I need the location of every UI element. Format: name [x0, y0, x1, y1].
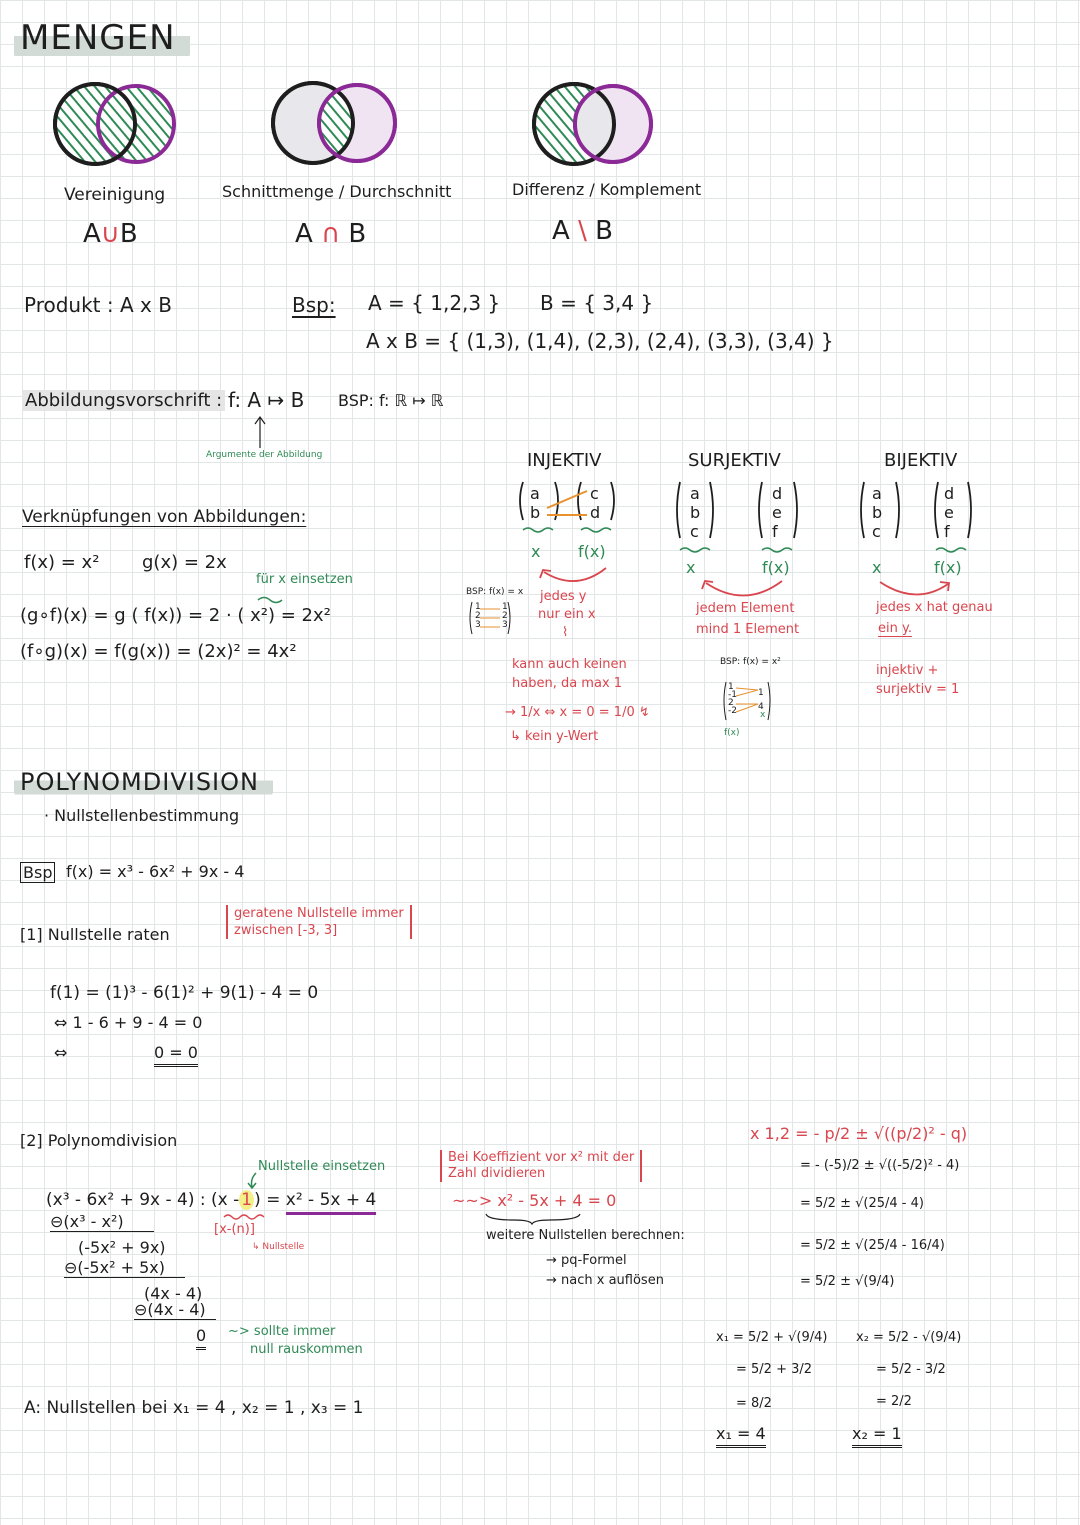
div-row5: ⊖(4x - 4) [134, 1300, 216, 1320]
substitution-hint: für x einsetzen [256, 572, 353, 587]
brace-under-eq [484, 1212, 584, 1226]
xn-note: ↳ Nullstelle [252, 1242, 305, 1252]
option-pq: → pq-Formel [546, 1253, 627, 1268]
calc-line3: 0 = 0 [154, 1043, 198, 1067]
composition-gof: (g∘f)(x) = g ( f(x)) = 2 · ( x²) = 2x² [20, 605, 331, 626]
further-label: weitere Nullstellen berechnen: [486, 1228, 685, 1243]
zero-note1: ~> sollte immer [228, 1324, 336, 1339]
abbildung-note: Argumente der Abbildung [206, 450, 323, 460]
bijektiv-note2: ein y. [878, 621, 912, 636]
injektiv-right-d: d [590, 503, 601, 522]
root-underline [222, 1213, 272, 1221]
bijektiv-left: a b c [872, 484, 883, 541]
injektiv-bsp-right: 1 2 3 [502, 602, 508, 630]
pq-step3: = 5/2 ± √(25/4 - 16/4) [800, 1238, 945, 1253]
union-symbol: A∪B [83, 219, 138, 249]
injektiv-note3: kann auch keinen [512, 657, 627, 672]
surjektiv-note2: mind 1 Element [696, 622, 800, 637]
surjektiv-bsp-right: 1 4 [758, 688, 764, 712]
bijektiv-fx-label: f(x) [934, 558, 962, 577]
venn-label-union: Vereinigung [64, 185, 166, 205]
x1-result: x₁ = 4 [716, 1424, 766, 1448]
injektiv-note2: nur ein x [538, 607, 596, 622]
pq-step1: = - (-5)/2 ± √((-5/2)² - 4) [800, 1158, 960, 1173]
div-row6: 0 [196, 1326, 206, 1350]
surjektiv-bsp: BSP: f(x) = x² [720, 657, 781, 667]
venn-diagrams [0, 0, 1080, 180]
surjektiv-right: d e f [772, 484, 783, 541]
injektiv-note4: haben, da max 1 [512, 676, 623, 691]
injektiv-left-b: b [530, 503, 541, 522]
pq-step4: = 5/2 ± √(9/4) [800, 1274, 895, 1289]
x2-line2: = 5/2 - 3/2 [876, 1362, 946, 1377]
bijektiv-right: d e f [944, 484, 955, 541]
surjektiv-bsp-x: x [760, 710, 766, 720]
abbildung-label: Abbildungsvorschrift : [22, 390, 225, 411]
bijektiv-note3: injektiv + [876, 663, 939, 678]
injektiv-fx-label: f(x) [578, 542, 606, 561]
venn-label-intersection: Schnittmenge / Durchschnitt [222, 182, 452, 201]
coef-note: Bei Koeffizient vor x² mit der Zahl dividieren [440, 1150, 642, 1182]
insert-note: Nullstelle einsetzen [258, 1159, 386, 1174]
insert-arrow-icon [246, 1171, 266, 1191]
xn-label: [x-(n)] [214, 1222, 255, 1237]
injektiv-brace: ⌇ [562, 625, 569, 640]
division-line: (x³ - 6x² + 9x - 4) : (x - 1 ) = x² - 5x + 4 [46, 1190, 376, 1210]
surjektiv-left: a b c [690, 484, 701, 541]
x2-line1: x₂ = 5/2 - √(9/4) [856, 1330, 962, 1345]
option-solve: → nach x auflösen [546, 1273, 664, 1288]
injektiv-curve-arrow [536, 562, 626, 592]
composition-fog: (f∘g)(x) = f(g(x)) = (2x)² = 4x² [20, 641, 297, 662]
func-g: g(x) = 2x [142, 552, 227, 573]
venn-label-difference: Differenz / Komplement [512, 180, 702, 199]
set-a: A = { 1,2,3 } [368, 291, 501, 315]
step2-label: [2] Polynomdivision [20, 1131, 178, 1150]
bijektiv-note4: surjektiv = 1 [876, 682, 960, 697]
injektiv-bsp-left: 1 2 3 [475, 602, 481, 630]
injektiv-x-label: x [531, 542, 541, 561]
div-row1: ⊖(x³ - x²) [50, 1212, 154, 1232]
surjektiv-title: SURJEKTIV [688, 450, 781, 471]
polynom-function: f(x) = x³ - 6x² + 9x - 4 [66, 862, 245, 881]
answer: A: Nullstellen bei x₁ = 4 , x₂ = 1 , x₃ = 1 [24, 1398, 364, 1418]
venn-intersection [273, 83, 395, 163]
calc-equiv: ⇔ [54, 1043, 68, 1062]
section-title-polynom: POLYNOMDIVISION [14, 768, 273, 796]
quadratic-eq: ~~> x² - 5x + 4 = 0 [452, 1191, 617, 1210]
cartesian-product: A x B = { (1,3), (1,4), (2,3), (2,4), (3,3), (3,4) } [366, 329, 834, 353]
set-b: B = { 3,4 } [540, 291, 654, 315]
injektiv-left-a: a [530, 484, 540, 503]
arrow-up-icon [252, 414, 272, 454]
injektiv-right-c: c [590, 484, 599, 503]
x2-result: x₂ = 1 [852, 1424, 902, 1448]
div-row4: (4x - 4) [144, 1284, 203, 1303]
verknuepfung-label: Verknüpfungen von Abbildungen: [22, 507, 307, 527]
pq-formula: x 1,2 = - p/2 ± √((p/2)² - q) [750, 1124, 968, 1143]
surjektiv-x-label: x [686, 558, 696, 577]
abbildung-bsp: BSP: f: ℝ ↦ ℝ [338, 391, 444, 410]
injektiv-note5: → 1/x ⇔ x = 0 = 1/0 ↯ [505, 705, 650, 720]
intersection-symbol: A ∩ B [295, 219, 367, 249]
produkt-bsp: Bsp: [292, 293, 336, 317]
bijektiv-title: BIJEKTIV [884, 450, 958, 471]
div-row2: (-5x² + 9x) [78, 1238, 166, 1257]
abbildung-rule: f: A ↦ B [228, 388, 305, 412]
bijektiv-note1: jedes x hat genau [876, 600, 993, 615]
x1-line3: = 8/2 [736, 1396, 772, 1411]
calc-line2: ⇔ 1 - 6 + 9 - 4 = 0 [54, 1013, 203, 1032]
div-row3: ⊖(-5x² + 5x) [64, 1258, 185, 1278]
bijektiv-x-label: x [872, 558, 882, 577]
zero-note2: null rauskommen [250, 1342, 363, 1357]
polynom-bsp: Bsp [20, 862, 55, 883]
venn-difference [534, 84, 651, 164]
polynom-sub: · Nullstellenbestimmung [44, 806, 240, 825]
injektiv-note1: jedes y [540, 589, 587, 604]
func-f: f(x) = x² [24, 552, 100, 573]
difference-symbol: A \ B [552, 216, 613, 246]
surjektiv-note1: jedem Element [696, 601, 795, 616]
page-title: MENGEN [14, 18, 190, 58]
surjektiv-bsp-fx: f(x) [724, 728, 740, 738]
injektiv-note6: ↳ kein y-Wert [510, 729, 599, 744]
calc-line1: f(1) = (1)³ - 6(1)² + 9(1) - 4 = 0 [50, 983, 319, 1003]
surjektiv-bsp-left: 1 -1 2 -2 [728, 682, 737, 716]
x1-line1: x₁ = 5/2 + √(9/4) [716, 1330, 828, 1345]
injektiv-bsp: BSP: f(x) = x [466, 587, 524, 597]
step1-label: [1] Nullstelle raten [20, 925, 170, 944]
produkt-label: Produkt : A x B [24, 293, 172, 317]
venn-union [55, 84, 174, 164]
x2-line3: = 2/2 [876, 1394, 912, 1409]
injektiv-title: INJEKTIV [527, 450, 602, 471]
guess-note: geratene Nullstelle immer zwischen [-3, 3] [226, 905, 412, 939]
tilde-mark [256, 595, 296, 605]
pq-step2: = 5/2 ± √(25/4 - 4) [800, 1196, 924, 1211]
x1-line2: = 5/2 + 3/2 [736, 1362, 813, 1377]
surjektiv-fx-label: f(x) [762, 558, 790, 577]
